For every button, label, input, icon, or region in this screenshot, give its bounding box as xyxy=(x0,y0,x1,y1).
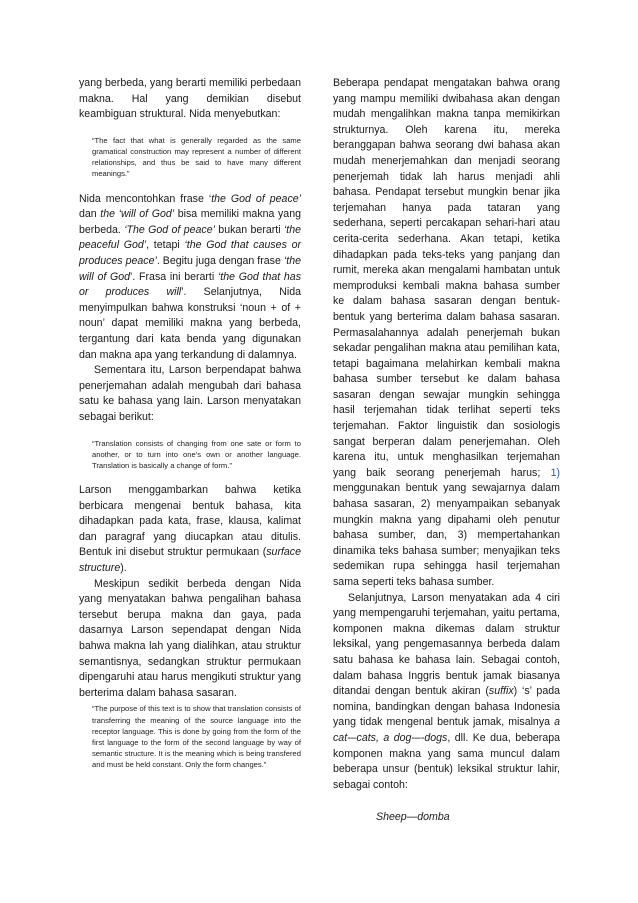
paragraph: Nida mencontohkan frase ‘the God of peace’ dan the ‘will of God’ bisa memiliki makna yang berbeda. ‘The God of peace’ bukan berarti ‘the peaceful God’, tetapi ‘the God that causes or produces peace’. Begitu juga dengan frase ‘the will of God’. Frasa ini berarti ‘the God that has or produces will’. Selanjutnya, Nida menyimpulkan bahwa konstruksi ‘noun + of + noun’ dapat memiliki makna yang berbeda, tergantung dari kata benda yang digunakan dan makna apa yang terkandung di dalamnya. xyxy=(79,192,302,361)
left-column xyxy=(79,76,301,771)
right-column xyxy=(333,76,560,823)
paragraph: Selanjutnya, Larson menyatakan ada 4 ciri yang mempengaruhi terjemahan, yaitu pertama, komponen makna dikemas dalam struktur leksikal, yang pengemasannya berbeda dalam satu bahasa ke bahasa lain. Sebagai contoh, dalam bahasa Inggris bentuk jamak biasanya ditandai dengan bentuk akiran (suffix) ‘s’ pada nomina, bandingkan dengan bahasa Indonesia yang tidak mengenal bentuk jamak, misalnya a cat-–cats, a dog-–-dogs, dll. Ke dua, beberapa komponen makna yang sama muncul dalam beberapa unsur (bentuk) leksikal struktur lahir, sebagai contoh: xyxy=(333,591,560,791)
block-quote: “The fact that what is generally regarded as the same gramatical construction may represent a number of different relationships, and thus be said to have many different meanings.” xyxy=(92,135,301,179)
paragraph: Meskipun sedikit berbeda dengan Nida yang menyatakan bahwa pengalihan bahasa tersebut berupa makna dan gaya, pada dasarnya Larson sependapat dengan Nida bahwa makna lah yang dialihkan, atau struktur semantisnya, sedangkan struktur permukaan dipengaruhi atau harus mengikuti struktur yang berterima dalam bahasa sasaran. xyxy=(79,577,301,699)
block-quote: “The purpose of this text is to show that translation consists of transferring the meaning of the source language into the receptor language. This is done by going from the form of the first language to the form of the second language by way of semantic structure. It is the meaning which is being transfered and must be held constant. Only the form changes.” xyxy=(92,704,301,770)
paragraph: yang berbeda, yang berarti memiliki perbedaan makna. Hal yang demikian disebut keambiguan struktural. Nida menyebutkan: xyxy=(79,77,301,121)
paragraph: Larson menggambarkan bahwa ketika berbicara mengenai bentuk bahasa, kita dihadapkan pada kata, frase, klausa, kalimat dan paragraf yang diucapkan atau ditulis. Bentuk ini disebut struktur permukaan (surface structure). xyxy=(79,484,301,575)
block-quote: “Translation consists of changing from one sate or form to another, or to turn into one’s own or another language. Translation is basically a change of form.” xyxy=(92,438,301,470)
paragraph: Sementara itu, Larson berpendapat bahwa penerjemahan adalah mengubah dari bahasa satu ke bahasa yang lain. Larson menyatakan sebagai berikut: xyxy=(79,364,301,423)
paragraph: Beberapa pendapat mengatakan bahwa orang yang mampu memiliki dwibahasa akan dengan mudah mengalihkan makna tanpa memikirkan strukturnya. Oleh karena itu, mereka beranggapan bahwa seorang dwi bahasa akan mudah menerjemahkan dan menjadi seorang penerjemah tidak lah harus menjadi ahli bahasa. Pendapat tersebut mungkin benar jika terjemahan hanya pada tataran yang sederhana, seperti percakapan sehari-hari atau cerita-cerita sederhana. Akan tetapi, ketika dihadapkan pada teks-teks yang panjang dan rumit, mereka akan mengalami hambatan untuk memproduksi kembali makna bahasa sumber ke dalam bahasa sasaran dengan bentuk-bentuk yang berterima dalam bahasa sasaran. Permasalahannya adalah penerjemah bukan sekadar pengalihan makna atau pemilihan kata, tetapi bagaimana melahirkan kembali makna bahasa sumber tersebut ke dalam bahasa sasaran dengan sewajar mungkin sehingga hasil terjemahan tidak terlihat seperti teks terjemahan. Faktor linguistik dan sosiologis sangat berperan dalam penerjemahan. Oleh karena itu, untuk menghasilkan terjemahan yang baik seorang penerjemah harus; 1) menggunakan bentuk yang sewajarnya dalam bahasa sasaran, 2) menyampaikan sebanyak mungkin makna yang dipahami oleh penutur bahasa sumber, dan, 3) mempertahankan dinamika teks bahasa sumber; menyajikan teks sedemikan rupa sehingga hasil terjemahan sama seperti teks bahasa sumber. xyxy=(333,77,560,588)
example-word-pair: Sheep—domba xyxy=(376,811,450,824)
